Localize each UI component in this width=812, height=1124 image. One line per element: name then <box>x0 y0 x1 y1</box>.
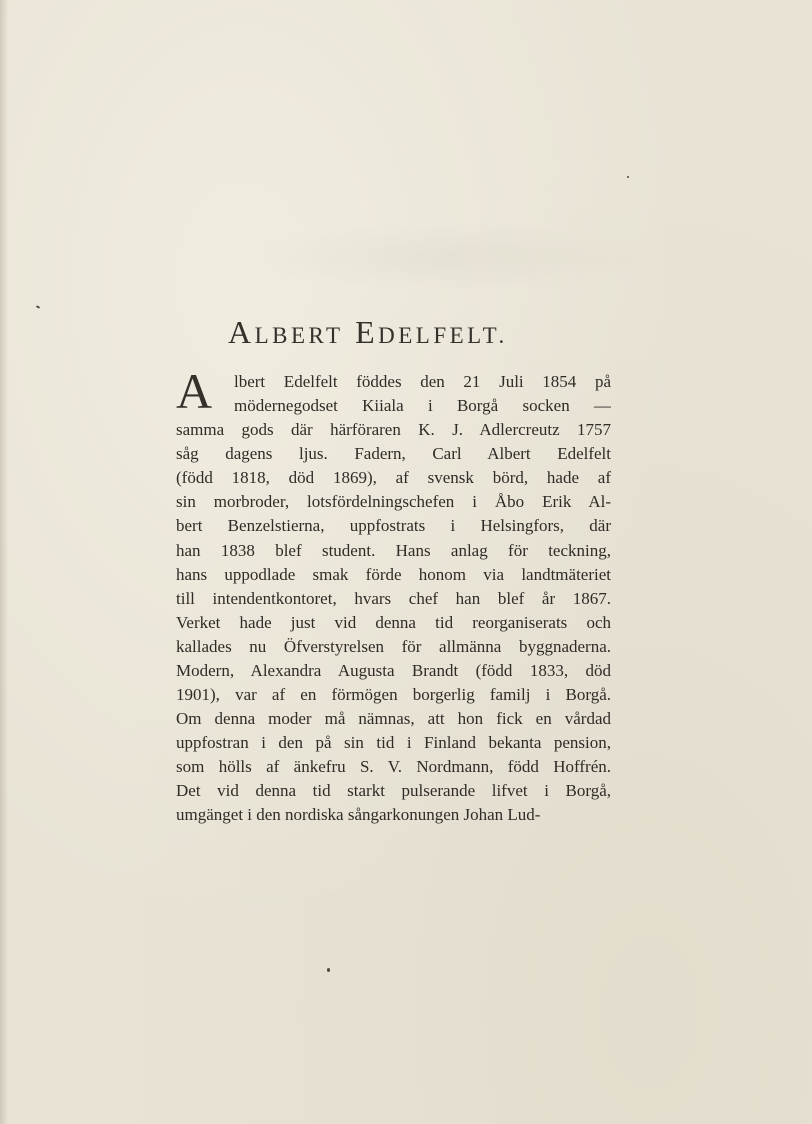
ink-bleed-through <box>240 222 660 292</box>
text-line: umgänget i den nordiska sångarkonungen Johan Lud- <box>176 805 541 825</box>
text-line: 1901), var af en förmögen borgerlig familj i Borgå. <box>176 685 611 705</box>
page-edge-shadow <box>0 0 8 1124</box>
page-title <box>228 314 508 351</box>
title-rest: LBERT <box>254 323 344 348</box>
text-line: till intendentkontoret, hvars chef han blef år 1867. <box>176 588 611 608</box>
text-line: såg dagens ljus. Fadern, Carl Albert Edelfelt <box>176 444 611 464</box>
text-line: han 1838 blef student. Hans anlag för teckning, <box>176 540 611 560</box>
text-line: kallades nu Öfverstyrelsen för allmänna byggnaderna. <box>176 636 611 656</box>
text-line: uppfostran i den på sin tid i Finland bekanta pension, <box>176 733 611 753</box>
drop-cap: A <box>176 363 213 419</box>
text-line: mödernegodset Kiiala i Borgå socken — <box>234 396 611 416</box>
title-rest: DELFELT. <box>378 323 508 348</box>
text-line: Om denna moder må nämnas, att hon fick en vårdad <box>176 709 611 729</box>
title-initial: E <box>355 314 379 350</box>
text-line: som hölls af änkefru S. V. Nordmann, född Hoffrén. <box>176 757 611 777</box>
text-line: samma gods där härföraren K. J. Adlercreutz 1757 <box>176 420 611 440</box>
paper-speck <box>36 305 40 309</box>
paper-speck <box>627 176 629 178</box>
title-initial: A <box>228 314 255 350</box>
text-line: lbert Edelfelt föddes den 21 Juli 1854 på <box>234 372 611 391</box>
text-line: Det vid denna tid starkt pulserande lifvet i Borgå, <box>176 781 611 801</box>
text-line: hans uppodlade smak förde honom via landtmäteriet <box>176 564 611 584</box>
text-line: sin morbroder, lotsfördelningschefen i Åbo Erik Al- <box>176 492 611 512</box>
paper-speck <box>327 968 330 972</box>
text-line: Verket hade just vid denna tid reorganiserats och <box>176 612 611 632</box>
text-line: bert Benzelstierna, uppfostrats i Helsingfors, där <box>176 516 611 536</box>
text-line: Modern, Alexandra Augusta Brandt (född 1833, död <box>176 660 611 680</box>
body-paragraph <box>176 370 611 827</box>
text-line: (född 1818, död 1869), af svensk börd, hade af <box>176 468 611 488</box>
